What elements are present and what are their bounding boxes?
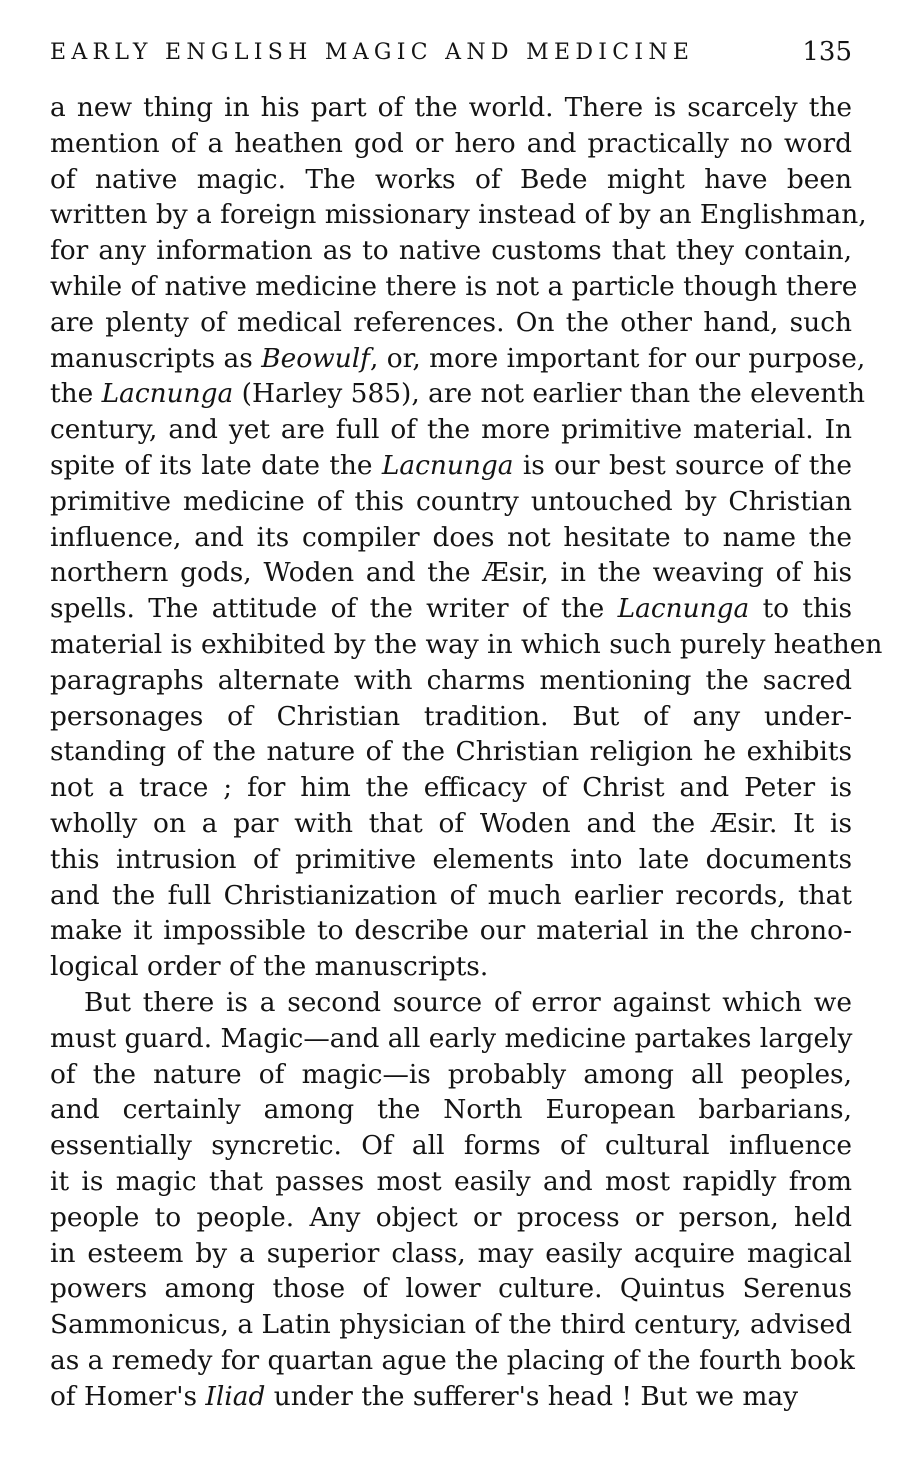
text-line — [50, 197, 867, 233]
text-run: while of native medicine there is not a particle though there — [50, 270, 858, 302]
italic-title: Lacnunga — [381, 449, 514, 481]
text-run: logical order of the manuscripts. — [50, 951, 489, 983]
text-line — [50, 269, 858, 305]
text-run: is our best source of the — [513, 449, 852, 481]
italic-title: Lacnunga — [101, 378, 234, 410]
text-line — [50, 878, 852, 914]
text-run: not a trace ; for him the efficacy of Christ and Peter is — [50, 772, 852, 804]
text-line — [50, 162, 852, 198]
text-line — [50, 233, 852, 269]
text-run: powers among those of lower culture. Quintus Serenus — [50, 1273, 852, 1305]
text-line — [50, 484, 852, 520]
body-text — [50, 90, 883, 1414]
text-run: material is exhibited by the way in which such purely heathen — [50, 628, 883, 660]
text-run: make it impossible to describe our material in the chrono- — [50, 915, 852, 947]
text-run: mention of a heathen god or hero and practically no word — [50, 127, 852, 159]
text-line — [50, 1092, 852, 1128]
text-run: and the full Christianization of much earlier records, that — [50, 879, 852, 911]
text-run: But there is a second source of error against which we — [84, 986, 852, 1018]
page-number: 135 — [802, 37, 852, 67]
text-line — [50, 1271, 852, 1307]
italic-title: Lacnunga — [617, 593, 750, 625]
text-line — [50, 699, 852, 735]
text-line — [50, 555, 852, 591]
text-line — [50, 842, 852, 878]
text-line — [50, 1128, 852, 1164]
text-line — [50, 663, 852, 699]
text-run: century, and yet are full of the more primitive material. In — [50, 414, 852, 446]
text-run: under the sufferer's head ! But we may — [265, 1380, 799, 1412]
text-run: the — [50, 378, 102, 410]
text-line — [50, 949, 852, 985]
text-run: spite of its late date the — [50, 449, 382, 481]
text-run: are plenty of medical references. On the other hand, such — [50, 306, 852, 338]
text-line — [50, 627, 883, 663]
text-run: influence, and its compiler does not hesitate to name the — [50, 521, 852, 553]
text-line — [50, 1021, 852, 1057]
text-run: standing of the nature of the Christian religion he exhibits — [50, 736, 852, 768]
text-line — [50, 806, 852, 842]
text-run: written by a foreign missionary instead of by an Englishman, — [50, 199, 867, 231]
text-run: this intrusion of primitive elements into late documents — [50, 843, 852, 875]
text-line — [50, 1379, 852, 1415]
text-line — [50, 448, 852, 484]
text-line — [50, 591, 852, 627]
text-line — [50, 985, 852, 1021]
text-line — [50, 341, 866, 377]
paragraph — [50, 90, 883, 985]
text-run: for any information as to native customs that they contain, — [50, 235, 852, 267]
text-run: it is magic that passes most easily and most rapidly from — [50, 1165, 852, 1197]
text-run: must guard. Magic—and all early medicine partakes largely — [50, 1022, 853, 1054]
text-line — [50, 770, 852, 806]
text-line — [50, 1200, 852, 1236]
paragraph — [50, 985, 855, 1415]
text-line — [50, 1057, 852, 1093]
text-run: in esteem by a superior class, may easily acquire magical — [50, 1237, 852, 1269]
text-run: of Homer's — [50, 1380, 206, 1412]
text-run: and certainly among the North European barbarians, — [50, 1094, 852, 1126]
text-line — [50, 376, 865, 412]
text-run: personages of Christian tradition. But of any under- — [50, 700, 852, 732]
text-run: paragraphs alternate with charms mentioning the sacred — [50, 664, 852, 696]
text-line — [50, 1343, 855, 1379]
text-line — [50, 305, 852, 341]
text-run: a new thing in his part of the world. There is scarcely the — [50, 92, 852, 123]
text-run: wholly on a par with that of Woden and the Æsir. It is — [50, 807, 852, 839]
text-run: primitive medicine of this country untouched by Christian — [50, 485, 852, 517]
text-run: essentially syncretic. Of all forms of cultural influence — [50, 1130, 852, 1162]
text-run: to this — [749, 593, 852, 625]
text-run: , or, more important for our purpose, — [369, 342, 866, 374]
text-run: manuscripts as — [50, 342, 262, 374]
text-run: of the nature of magic—is probably among all peoples, — [50, 1058, 852, 1090]
text-line — [50, 913, 852, 949]
text-run: as a remedy for quartan ague the placing of the fourth book — [50, 1344, 855, 1376]
text-run: people to people. Any object or process or person, held — [50, 1201, 852, 1233]
text-line — [50, 520, 852, 556]
text-line — [50, 90, 852, 126]
text-line — [50, 1236, 852, 1272]
text-run: spells. The attitude of the writer of the — [50, 593, 618, 625]
text-line — [50, 412, 852, 448]
text-line — [50, 1307, 852, 1343]
text-line — [50, 1164, 852, 1200]
text-run: Sammonicus, a Latin physician of the third century, advised — [50, 1309, 852, 1341]
text-run: (Harley 585), are not earlier than the eleventh — [233, 378, 865, 410]
text-line — [50, 734, 852, 770]
running-head — [50, 37, 852, 74]
text-run: northern gods, Woden and the Æsir, in the weaving of his — [50, 557, 852, 589]
text-line — [50, 126, 852, 162]
text-run: of native magic. The works of Bede might have been — [50, 163, 852, 195]
italic-title: Iliad — [205, 1380, 266, 1412]
italic-title: Beowulf — [261, 342, 370, 374]
running-title: EARLY ENGLISH MAGIC AND MEDICINE — [50, 40, 695, 65]
